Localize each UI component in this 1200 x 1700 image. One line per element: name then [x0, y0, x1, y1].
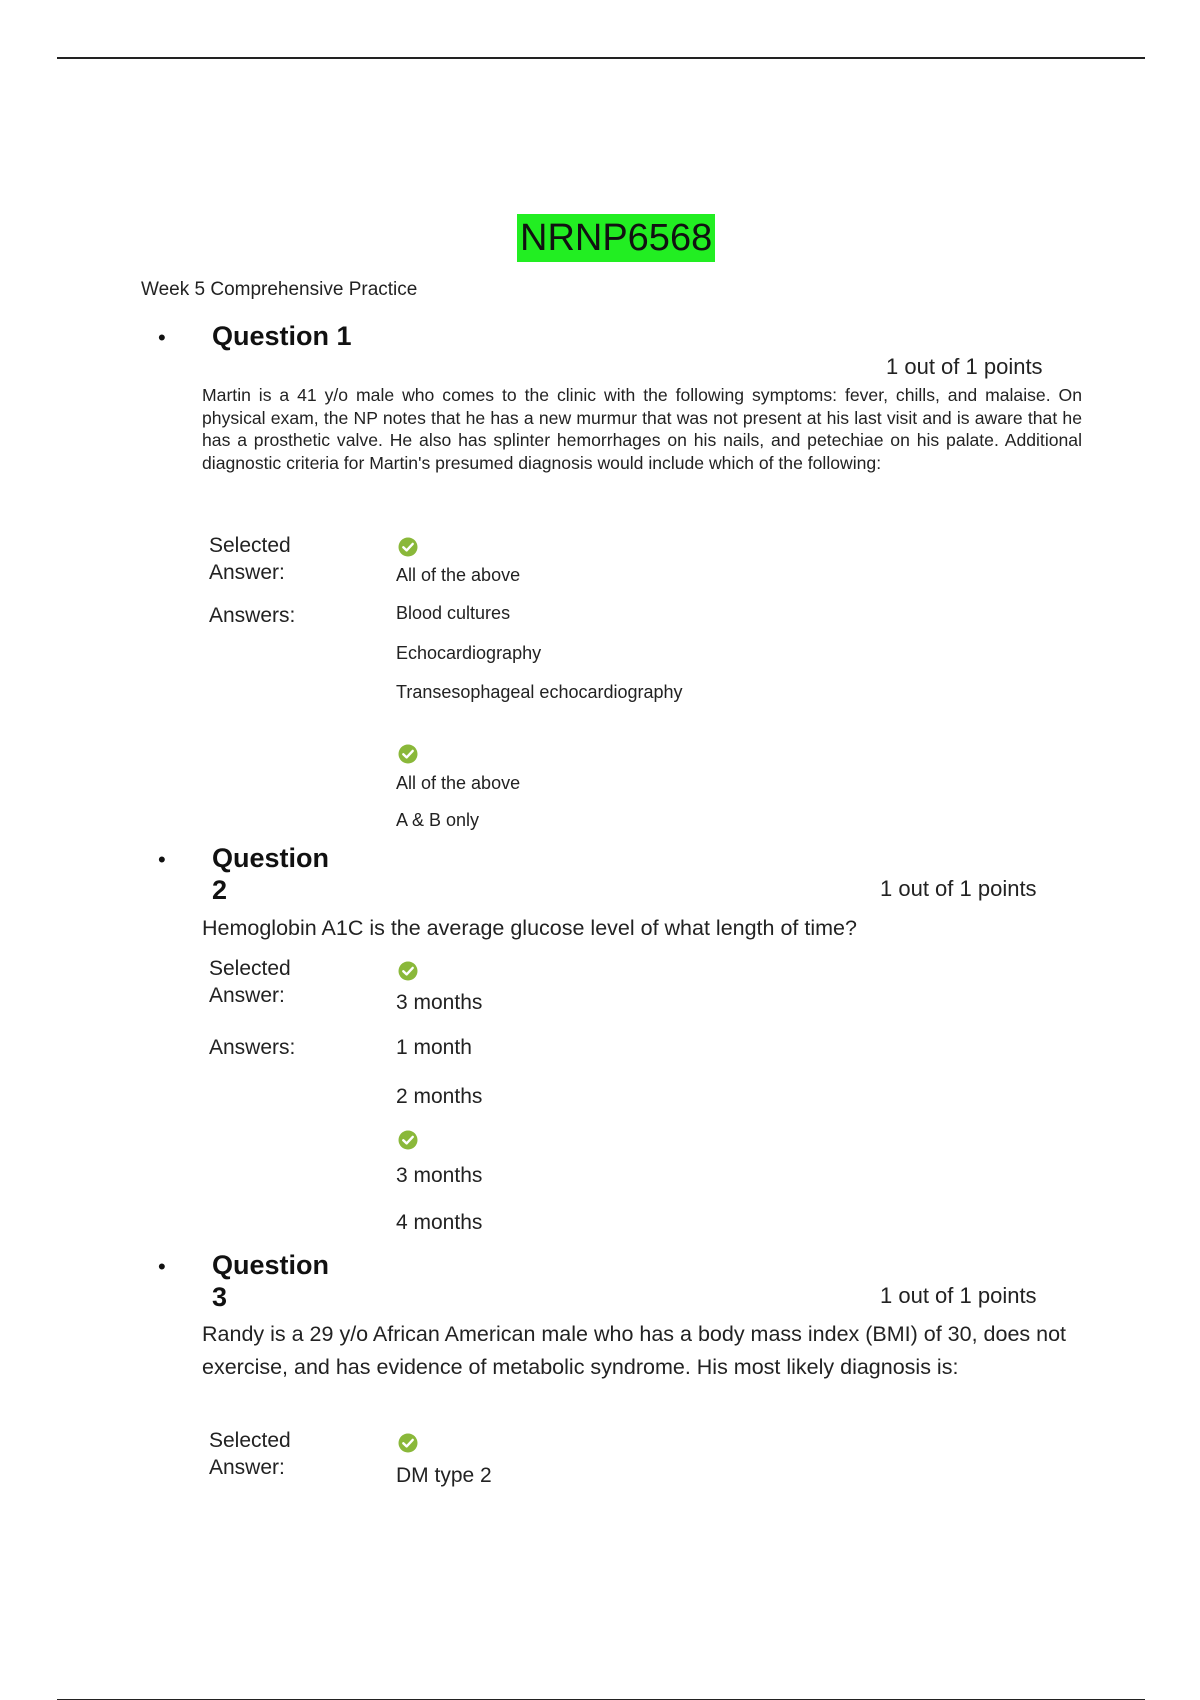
page-subtitle: Week 5 Comprehensive Practice	[141, 279, 418, 300]
question-text: Randy is a 29 y/o African American male who has a body mass index (BMI) of 30, does not exercise, and has evidence of metabolic syndrome. His most likely diagnosis is:	[202, 1322, 1067, 1379]
check-circle-icon	[398, 961, 418, 981]
question-heading: Question 2	[212, 843, 330, 905]
answer-option-correct: All of the above	[396, 773, 521, 793]
selected-answer-label: Selected Answer:	[209, 534, 291, 584]
answer-option: Transesophageal echocardiography	[396, 682, 683, 702]
selected-answer-label: Selected Answer:	[209, 1429, 291, 1479]
answer-option: Blood cultures	[396, 603, 511, 623]
bullet: •	[158, 847, 166, 872]
answer-option-correct: 3 months	[396, 1164, 483, 1187]
answers-label: Answers:	[209, 604, 296, 627]
question-points: 1 out of 1 points	[880, 1283, 1037, 1308]
bullet: •	[158, 325, 166, 350]
check-circle-icon	[398, 744, 418, 764]
selected-answer: DM type 2	[396, 1464, 492, 1487]
top-rule	[57, 57, 1145, 59]
question-text: Hemoglobin A1C is the average glucose level of what length of time?	[202, 916, 857, 940]
check-circle-icon	[398, 1130, 418, 1150]
answers-label: Answers:	[209, 1036, 296, 1059]
question-heading: Question 3	[212, 1250, 330, 1312]
answer-option: Echocardiography	[396, 643, 542, 663]
selected-answer-label: Selected Answer:	[209, 957, 291, 1007]
question-heading: Question 1	[212, 321, 352, 351]
question-points: 1 out of 1 points	[886, 354, 1043, 379]
answer-option: 2 months	[396, 1085, 483, 1108]
answer-option: A & B only	[396, 810, 480, 830]
question-points: 1 out of 1 points	[880, 876, 1037, 901]
check-circle-icon	[398, 1433, 418, 1453]
answer-option: 4 months	[396, 1211, 483, 1234]
question-text: Martin is a 41 y/o male who comes to the clinic with the following symptoms: fever, chills, and malaise. On physical exam, the NP notes that he has a new murmur that was not present at his last visit and is aware that he has a prosthetic valve. He also has splinter hemorrhages on his nails, and petechiae on his palate. Additional diagnostic criteria for Martin's presumed diagnosis would include which of the following:	[202, 385, 1082, 473]
selected-answer: 3 months	[396, 991, 483, 1014]
course-code: NRNP6568	[517, 214, 715, 262]
bullet: •	[158, 1254, 166, 1279]
check-circle-icon	[398, 537, 418, 557]
answer-option: 1 month	[396, 1036, 472, 1059]
selected-answer: All of the above	[396, 565, 521, 585]
